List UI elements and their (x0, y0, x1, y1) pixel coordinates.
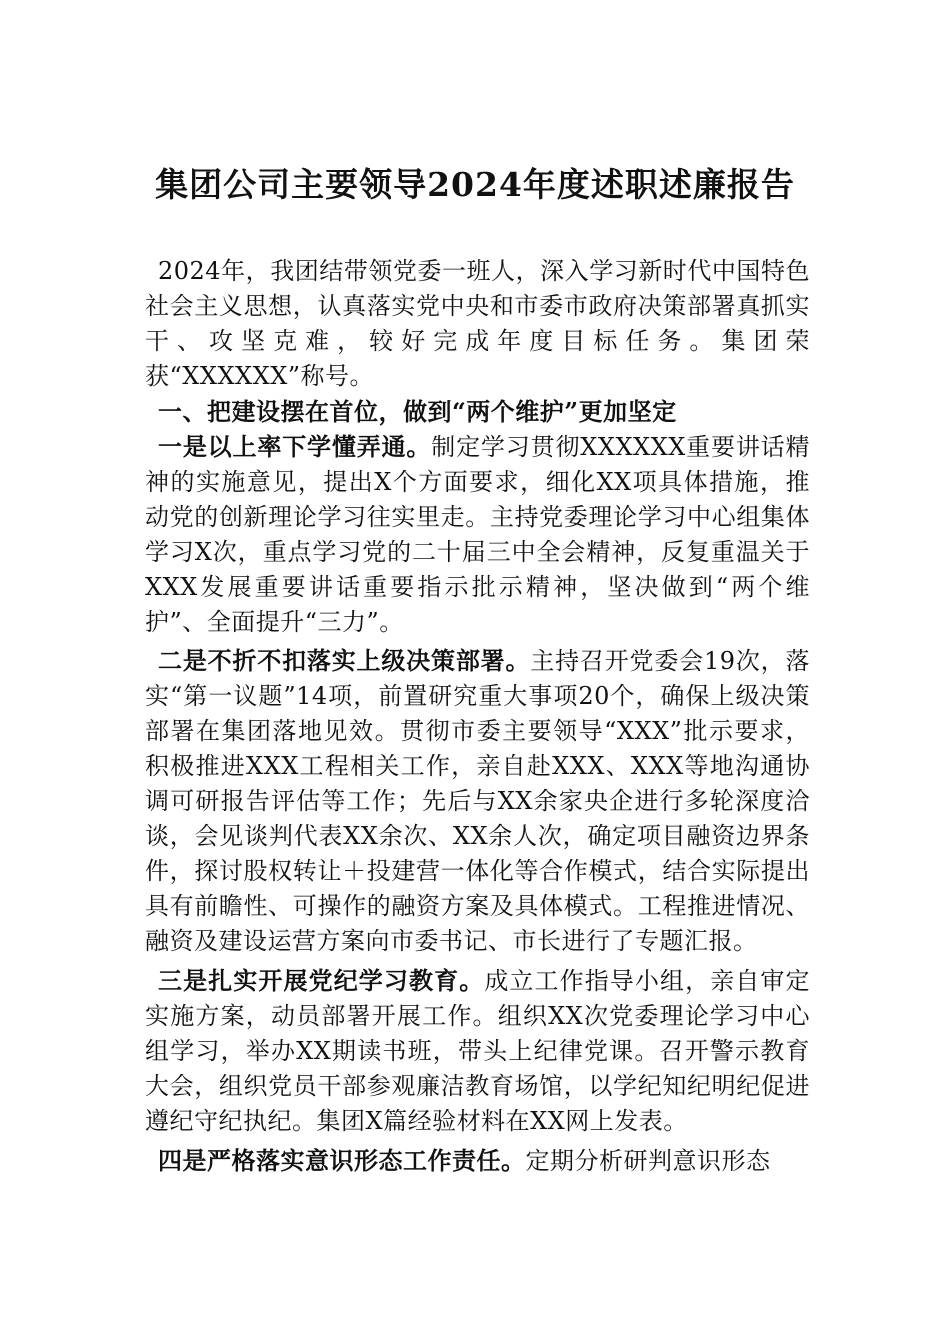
document-body (145, 254, 810, 1179)
item-paragraph-1 (145, 429, 810, 640)
document-title: 集团公司主要领导2024年度述职述廉报告 (155, 165, 795, 204)
section-heading-1: 一、把建设摆在首位，做到“两个维护”更加坚定 (158, 397, 677, 426)
intro-paragraph: 2024年，我团结带领党委一班人，深入学习新时代中国特色社会主义思想，认真落实党中央和市委市政府决策部署真抓实干、攻坚克难，较好完成年度目标任务。集团荣获“XXXXXX”称号。 (145, 257, 810, 390)
item-lead-2: 二是不折不扣落实上级决策部署。 (158, 646, 531, 675)
item-text-3: 成立工作指导小组，亲自审定实施方案，动员部署开展工作。组织XX次党委理论学习中心组学习，举办XX期读书班，带头上纪律党课。召开警示教育大会，组织党员干部参观廉洁教育场馆，以学纪知纪明纪促进遵纪守纪执纪。集团X篇经验材料在XX网上发表。 (145, 967, 811, 1135)
item-paragraph-4 (145, 1143, 810, 1179)
item-lead-3: 三是扎实开展党纪学习教育。 (158, 966, 485, 995)
item-text-4: 定期分析研判意识形态 (525, 1147, 771, 1175)
item-text-1: 制定学习贯彻XXXXXX重要讲话精神的实施意见，提出X个方面要求，细化XX项具体措施，推动党的创新理论学习往实里走。主持党委理论学习中心组集体学习X次，重点学习党的二十届三中全会精神，反复重温关于XXX发展重要讲话重要指示批示精神，坚决做到“两个维护”、全面提升“三力”。 (145, 433, 811, 636)
item-paragraph-2 (145, 643, 810, 959)
item-lead-4: 四是严格落实意识形态工作责任。 (158, 1146, 526, 1175)
item-lead-1: 一是以上率下学懂弄通。 (158, 432, 432, 461)
item-paragraph-3 (145, 963, 810, 1139)
item-text-2: 主持召开党委会19次，落实“第一议题”14项，前置研究重大事项20个，确保上级决策部署在集团落地见效。贯彻市委主要领导“XXX”批示要求，积极推进XXX工程相关工作，亲自赴XXX、XXX等地沟通协调可研报告评估等工作；先后与XX余家央企进行多轮深度洽谈，会见谈判代表XX余次、XX余人次，确定项目融资边界条件，探讨股权转让＋投建营一体化等合作模式，结合实际提出具有前瞻性、可操作的融资方案及具体模式。工程推进情况、融资及建设运营方案向市委书记、市长进行了专题汇报。 (145, 647, 811, 955)
